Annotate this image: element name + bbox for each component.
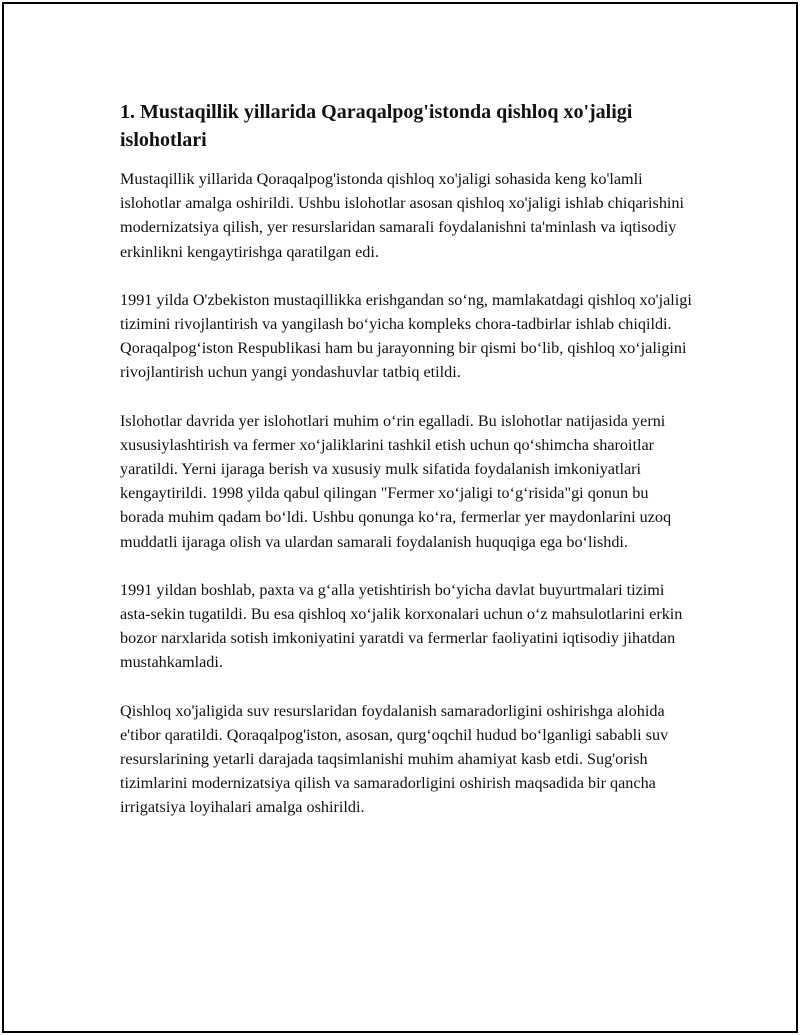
page-frame: [2, 2, 798, 1033]
paragraph-state-orders: 1991 yildan boshlab, paxta va g‘alla yetishtirish bo‘yicha davlat buyurtmalari tizimi asta-sekin tugatildi. Bu esa qishloq xo‘jalik korxonalari uchun o‘z mahsulotlarini erkin bozor narxlarida sotish imkoniyatini yaratdi va fermerlar faoliyatini iqtisodiy jihatdan mustahkamladi.: [120, 580, 683, 672]
document-body: [120, 98, 692, 844]
paragraph-1991-reforms: 1991 yilda O'zbekiston mustaqillikka erishgandan so‘ng, mamlakatdagi qishloq xo'jaligi tizimini rivojlantirish va yangilash bo‘yicha kompleks chora-tadbirlar ishlab chiqildi. Qoraqalpog‘iston Respublikasi ham bu jarayonning bir qismi bo‘lib, qishloq xo‘jaligini rivojlantirish uchun yangi yondashuvlar tatbiq etildi.: [120, 290, 692, 382]
section-heading: 1. Mustaqillik yillarida Qaraqalpog'istonda qishloq xo'jaligi islohotlari: [120, 101, 633, 151]
paragraph-water-resources: Qishloq xo'jaligida suv resurslaridan foydalanish samaradorligini oshirishga alohida e'tibor qaratildi. Qoraqalpog'iston, asosan, qurg‘oqchil hudud bo‘lganligi sababli suv resurslarining yetarli darajada taqsimlanishi muhim ahamiyat kasb etdi. Sug'orish tizimlarini modernizatsiya qilish va samaradorligini oshirish maqsadida bir qancha irrigatsiya loyihalari amalga oshirildi.: [120, 701, 669, 817]
paragraph-intro: Mustaqillik yillarida Qoraqalpog'istonda qishloq xo'jaligi sohasida keng ko'lamli islohotlar amalga oshirildi. Ushbu islohotlar asosan qishloq xo'jaligi ishlab chiqarishini modernizatsiya qilish, yer resurslaridan samarali foydalanishni ta'minlash va iqtisodiy erkinlikni kengaytirishga qaratilgan edi.: [120, 170, 685, 261]
paragraph-land-reforms: Islohotlar davrida yer islohotlari muhim o‘rin egalladi. Bu islohotlar natijasida yerni xususiylashtirish va fermer xo‘jaliklarini tashkil etish uchun qo‘shimcha sharoitlar yaratildi. Yerni ijaraga berish va xususiy mulk sifatida foydalanish imkoniyatlari kengaytirildi. 1998 yilda qabul qilingan "Fermer xo‘jaligi to‘g‘risida"gi qonun bu borada muhim qadam bo‘ldi. Ushbu qonunga ko‘ra, fermerlar yer maydonlarini uzoq muddatli ijaraga olish va ulardan samarali foydalanish huquqiga ega bo‘lishdi.: [120, 411, 672, 551]
